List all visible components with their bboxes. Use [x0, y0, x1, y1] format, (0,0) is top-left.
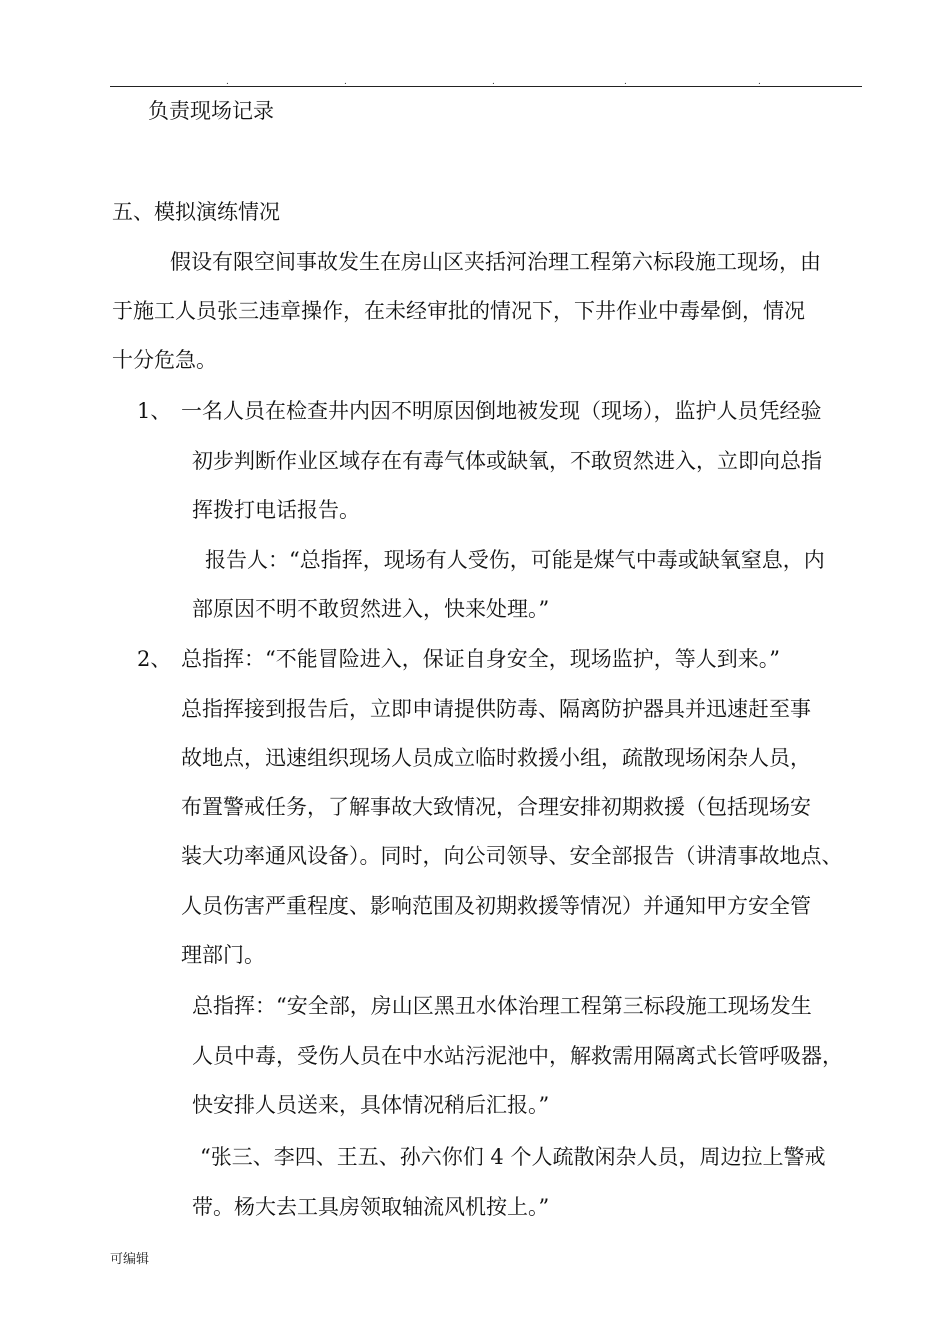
paragraph-line: 于施工人员张三违章操作，在未经审批的情况下，下井作业中毒晕倒，情况 [112, 299, 805, 323]
header-dot: . [758, 77, 761, 87]
intro-line: 负责现场记录 [148, 99, 274, 123]
quote-line: 快安排人员送来，具体情况稍后汇报。” [192, 1093, 550, 1117]
quote-line: “张三、李四、王五、孙六你们 4 个人疏散闲杂人员，周边拉上警戒 [200, 1145, 826, 1169]
quote-line: 带。杨大去工具房领取轴流风机按上。” [192, 1195, 550, 1219]
section-heading: 五、模拟演练情况 [112, 200, 280, 224]
item-line: 故地点，迅速组织现场人员成立临时救援小组，疏散现场闲杂人员， [181, 746, 811, 770]
quote-line: 人员中毒，受伤人员在中水站污泥池中，解救需用隔离式长管呼吸器， [192, 1044, 843, 1068]
quote-line: 部原因不明不敢贸然进入，快来处理。” [192, 597, 550, 621]
item-number: 2、 [137, 647, 172, 671]
item-line: 一名人员在检查井内因不明原因倒地被发现（现场），监护人员凭经验 [181, 399, 822, 423]
quote-line: 报告人：“总指挥，现场有人受伤，可能是煤气中毒或缺氧窒息，内 [205, 548, 825, 572]
header-dot: . [344, 77, 347, 87]
item-line: 人员伤害严重程度、影响范围及初期救援等情况）并通知甲方安全管 [181, 894, 811, 918]
quote-line: 总指挥：“安全部，房山区黑丑水体治理工程第三标段施工现场发生 [192, 994, 812, 1018]
item-line: 装大功率通风设备）。同时，向公司领导、安全部报告（讲清事故地点、 [181, 844, 843, 868]
paragraph-line: 十分危急。 [112, 348, 217, 372]
item-line: 挥拨打电话报告。 [192, 498, 360, 522]
item-line: 总指挥：“不能冒险进入，保证自身安全，现场监护，等人到来。” [181, 647, 780, 671]
footer-label: 可编辑 [110, 1252, 150, 1267]
paragraph-line: 假设有限空间事故发生在房山区夹括河治理工程第六标段施工现场，由 [170, 250, 821, 274]
item-line: 布置警戒任务，了解事故大致情况，合理安排初期救援（包括现场安 [181, 795, 811, 819]
item-line: 初步判断作业区域存在有毒气体或缺氧，不敢贸然进入，立即向总指 [192, 449, 822, 473]
item-line: 总指挥接到报告后，立即申请提供防毒、隔离防护器具并迅速赶至事 [181, 697, 811, 721]
header-dot: . [226, 77, 229, 87]
header-dot: . [624, 77, 627, 87]
item-line: 理部门。 [181, 943, 265, 967]
header-dot: . [492, 77, 495, 87]
header-rule [110, 86, 862, 87]
item-number: 1、 [137, 399, 172, 423]
